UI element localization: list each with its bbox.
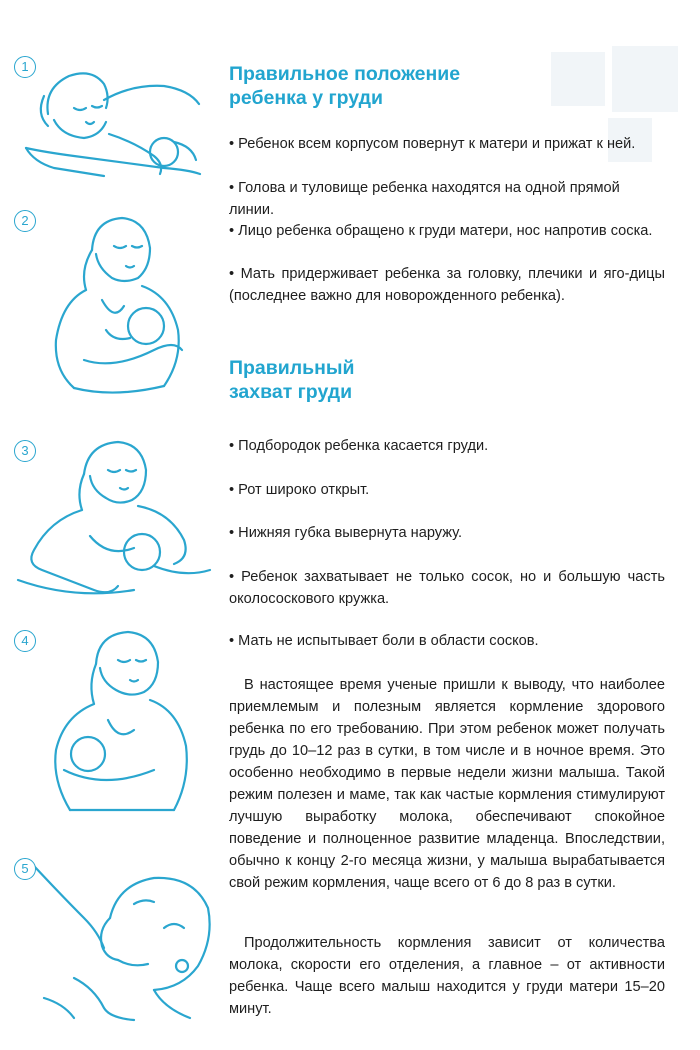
step-number-4: 4 bbox=[14, 630, 36, 652]
illustration-5 bbox=[14, 858, 214, 1023]
bullet-item: • Ребенок всем корпусом повернут к матери и прижат к ней. bbox=[229, 136, 636, 152]
bullet-item: • Рот широко открыт. bbox=[229, 482, 370, 498]
step-number-5: 5 bbox=[14, 858, 36, 880]
illustration-4 bbox=[14, 630, 204, 815]
baby-latch-closeup-icon bbox=[14, 858, 214, 1023]
illustration-1 bbox=[14, 56, 214, 191]
mother-leaning-breastfeeding-icon bbox=[14, 440, 214, 605]
illustration-2 bbox=[14, 210, 204, 400]
bullet-item: • Голова и туловище ребенка находятся на одной прямой линии. bbox=[229, 180, 620, 218]
step-number-3: 3 bbox=[14, 440, 36, 462]
bullet-item: • Мать не испытывает боли в области сосков. bbox=[229, 633, 539, 649]
illustration-3 bbox=[14, 440, 214, 605]
bullet-item: • Лицо ребенка обращено к груди матери, нос напротив соска. bbox=[229, 223, 653, 239]
mother-sitting-breastfeeding-icon bbox=[14, 210, 204, 400]
mother-lying-breastfeeding-icon bbox=[14, 56, 214, 191]
mother-cradle-hold-icon bbox=[14, 630, 204, 815]
decor-square bbox=[551, 52, 605, 106]
section-title-correct-latch: Правильный захват груди bbox=[229, 357, 355, 403]
bullet-item: • Нижняя губка вывернута наружу. bbox=[229, 525, 463, 541]
section-title-correct-position: Правильное положение ребенка у груди bbox=[229, 63, 461, 109]
bullet-item: • Подбородок ребенка касается груди. bbox=[229, 438, 489, 454]
bullet-item: • Мать придерживает ребенка за головку, плечики и яго-дицы (последнее важно для новорожденного ребенка). bbox=[229, 266, 665, 304]
step-number-1: 1 bbox=[14, 56, 36, 78]
body-paragraph-feeding-on-demand: В настоящее время ученые пришли к выводу, что наиболее приемлемым и полезным является кормление здорового ребенка по его требованию. При этом ребенок может получать грудь до 10–12 раз в сутки, в том числе и в ночное время. Это особенно необходимо в первые недели жизни малыша. Такой режим полезен и маме, так как частые кормления стимулируют лучшую выработку молока, обеспечивают спокойное поведение и полноценное развитие младенца. Впоследствии, обычно к концу 2-го месяца жизни, у малыша вырабатывается свой режим кормления, чаще всего от 6 до 8 раз в сутки. bbox=[229, 677, 665, 891]
step-number-2: 2 bbox=[14, 210, 36, 232]
decor-square bbox=[612, 46, 678, 112]
body-paragraph-feeding-duration: Продолжительность кормления зависит от количества молока, скорости его отделения, а главное – от активности ребенка. Чаще всего малыш находится у груди матери 15–20 минут. bbox=[229, 935, 665, 1017]
bullet-item: • Ребенок захватывает не только сосок, но и большую часть околососкового кружка. bbox=[229, 569, 665, 607]
